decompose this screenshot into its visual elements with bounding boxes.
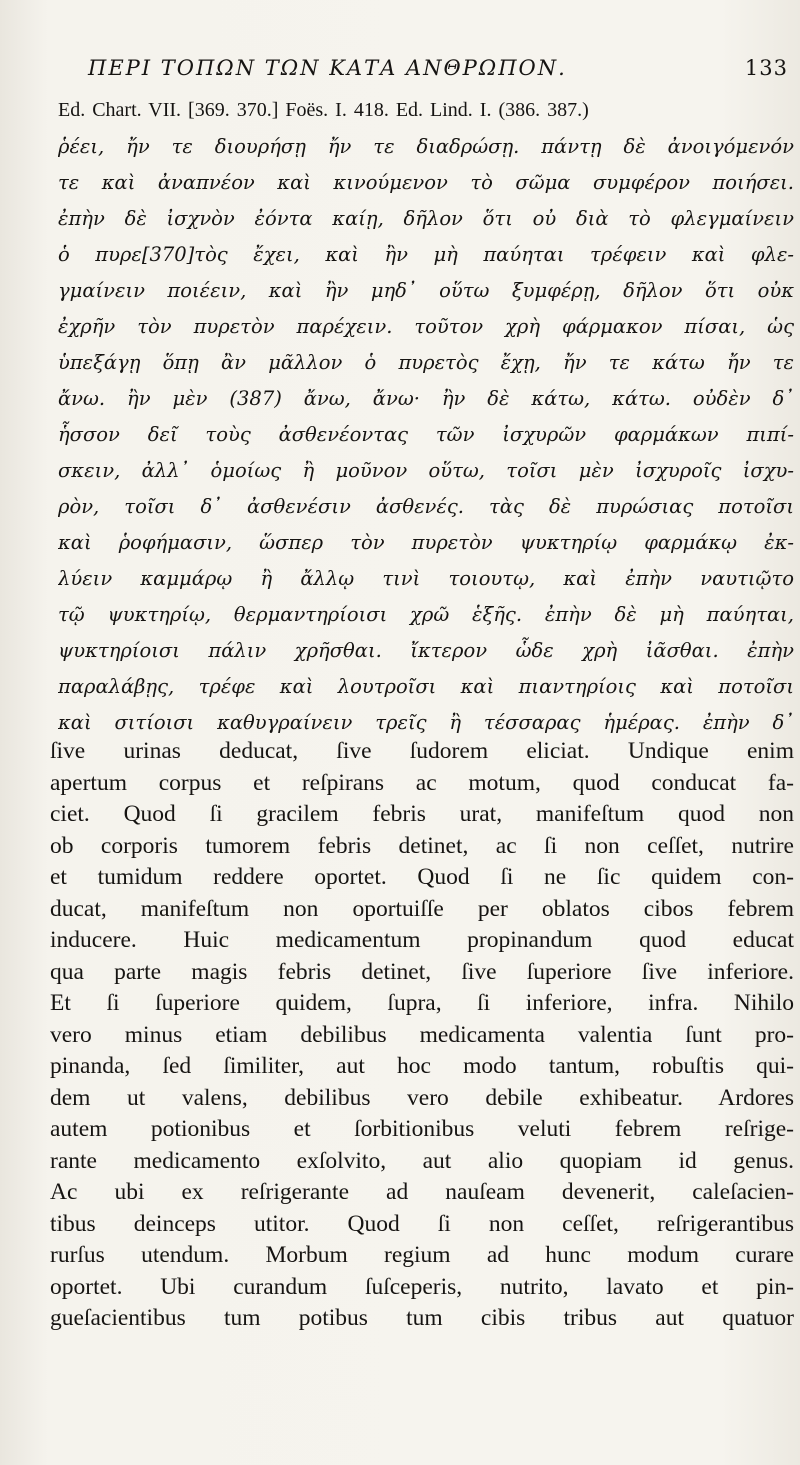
greek-line: ἄνω. ἢν μὲν (387) ἄνω, ἄνω· ἢν δὲ κάτω, κάτω. οὐδὲν δ᾿	[58, 387, 794, 410]
latin-line: ducat, manifeſtum non oportuiſſe per oblatos cibos febrem	[50, 895, 794, 922]
greek-line: τε καὶ ἀναπνέον καὶ κινούμενον τὸ σῶμα συμφέρον ποιήσει.	[58, 171, 794, 194]
greek-line: ἧσσον δεῖ τοὺς ἀσθενέοντας τῶν ἰσχυρῶν φαρμάκων πιπί-	[58, 423, 794, 446]
latin-line: et tumidum reddere oportet. Quod ſi ne ſic quidem con-	[50, 864, 794, 890]
greek-line: παραλάβῃς, τρέφε καὶ λουτροῖσι καὶ πιαντηρίοις καὶ ποτοῖσι	[58, 675, 794, 698]
latin-line: rurſus utendum. Morbum regium ad hunc modum curare	[50, 1242, 794, 1268]
greek-line: καὶ ῥοφήμασιν, ὥσπερ τὸν πυρετὸν ψυκτηρίῳ φαρμάκῳ ἐκ-	[58, 531, 794, 554]
greek-line: ψυκτηρίοισι πάλιν χρῆσθαι. ἴκτερον ὧδε χρὴ ἰᾶσθαι. ἐπὴν	[58, 639, 794, 662]
greek-line: ἐχρῆν τὸν πυρετὸν παρέχειν. τοῦτον χρὴ φάρμακον πίσαι, ὡς	[58, 315, 794, 338]
latin-line: tibus deinceps utitor. Quod ſi non ceſſet, reſrigerantibus	[50, 1210, 794, 1237]
latin-line: oportet. Ubi curandum ſuſceperis, nutrito, lavato et pin-	[50, 1273, 794, 1300]
latin-line: pinanda, ſed ſimiliter, aut hoc modo tantum, robuſtis qui-	[50, 1053, 794, 1079]
greek-line: ῥέει, ἤν τε διουρήσῃ ἤν τε διαδρώσῃ. πάντῃ δὲ ἀνοιγόμενόν	[58, 135, 794, 158]
latin-line: vero minus etiam debilibus medicamenta valentia ſunt pro-	[50, 1021, 794, 1048]
greek-line: τῷ ψυκτηρίῳ, θερμαντηρίοισι χρῶ ἑξῆς. ἐπὴν δὲ μὴ παύηται,	[58, 603, 794, 626]
latin-line: apertum corpus et reſpirans ac motum, quod conducat fa-	[50, 769, 794, 796]
greek-line: ἐπὴν δὲ ἰσχνὸν ἐόντα καίῃ, δῆλον ὅτι οὐ διὰ τὸ φλεγμαίνειν	[58, 207, 794, 230]
greek-line: σκειν, ἀλλ᾿ ὁμοίως ἢ μοῦνον οὕτω, τοῖσι μὲν ἰσχυροῖς ἰσχυ-	[58, 459, 794, 482]
page-number: 133	[744, 56, 788, 80]
greek-line: γμαίνειν ποιέειν, καὶ ἢν μηδ᾿ οὕτω ξυμφέρῃ, δῆλον ὅτι οὐκ	[58, 279, 794, 302]
latin-text-block	[50, 736, 794, 1335]
greek-line: ὑπεξάγῃ ὅπῃ ἂν μᾶλλον ὁ πυρετὸς ἔχῃ, ἤν τε κάτω ἤν τε	[58, 351, 794, 374]
greek-line: καὶ σιτίοισι καθυγραίνειν τρεῖς ἢ τέσσαρας ἡμέρας. ἐπὴν δ᾿	[58, 711, 794, 734]
greek-line: ὁ πυρε[370]τὸς ἔχει, καὶ ἢν μὴ παύηται τρέφειν καὶ φλε-	[58, 243, 794, 266]
latin-line: autem potionibus et ſorbitionibus veluti febrem reſrige-	[50, 1116, 794, 1142]
running-head-title: ΠΕΡΙ ΤΟΠΩΝ ΤΩΝ ΚΑΤΑ ΑΝΘΡΩΠΟΝ.	[88, 56, 567, 80]
edition-reference-line: Ed. Chart. VII. [369. 370.] Foës. I. 418. Ed. Lind. I. (386. 387.)	[58, 99, 589, 121]
latin-line: qua parte magis febris detinet, ſive ſuperiore ſive inferiore.	[50, 958, 794, 985]
latin-line: inducere. Huic medicamentum propinandum quod educat	[50, 927, 794, 953]
latin-line: gueſacientibus tum potibus tum cibis tribus aut quatuor	[50, 1305, 794, 1331]
greek-line: ρὸν, τοῖσι δ᾿ ἀσθενέσιν ἀσθενές. τὰς δὲ πυρώσιας ποτοῖσι	[58, 495, 794, 518]
latin-line: rante medicamento exſolvito, aut alio quopiam id genus.	[50, 1147, 794, 1174]
latin-line: ciet. Quod ſi gracilem febris urat, manifeſtum quod non	[50, 801, 794, 827]
latin-line: ſive urinas deducat, ſive ſudorem eliciat. Undique enim	[50, 738, 794, 764]
latin-line: dem ut valens, debilibus vero debile exhibeatur. Ardores	[50, 1084, 794, 1111]
greek-text-block	[58, 129, 794, 741]
latin-line: Et ſi ſuperiore quidem, ſupra, ſi inferiore, infra. Nihilo	[50, 990, 794, 1016]
latin-line: ob corporis tumorem febris detinet, ac ſi non ceſſet, nutrire	[50, 832, 794, 859]
latin-line: Ac ubi ex reſrigerante ad nauſeam devenerit, caleſacien-	[50, 1179, 794, 1205]
greek-line: λύειν καμμάρῳ ἢ ἄλλῳ τινὶ τοιουτῳ, καὶ ἐπὴν ναυτιῷτο	[58, 567, 794, 590]
running-head	[88, 56, 788, 96]
